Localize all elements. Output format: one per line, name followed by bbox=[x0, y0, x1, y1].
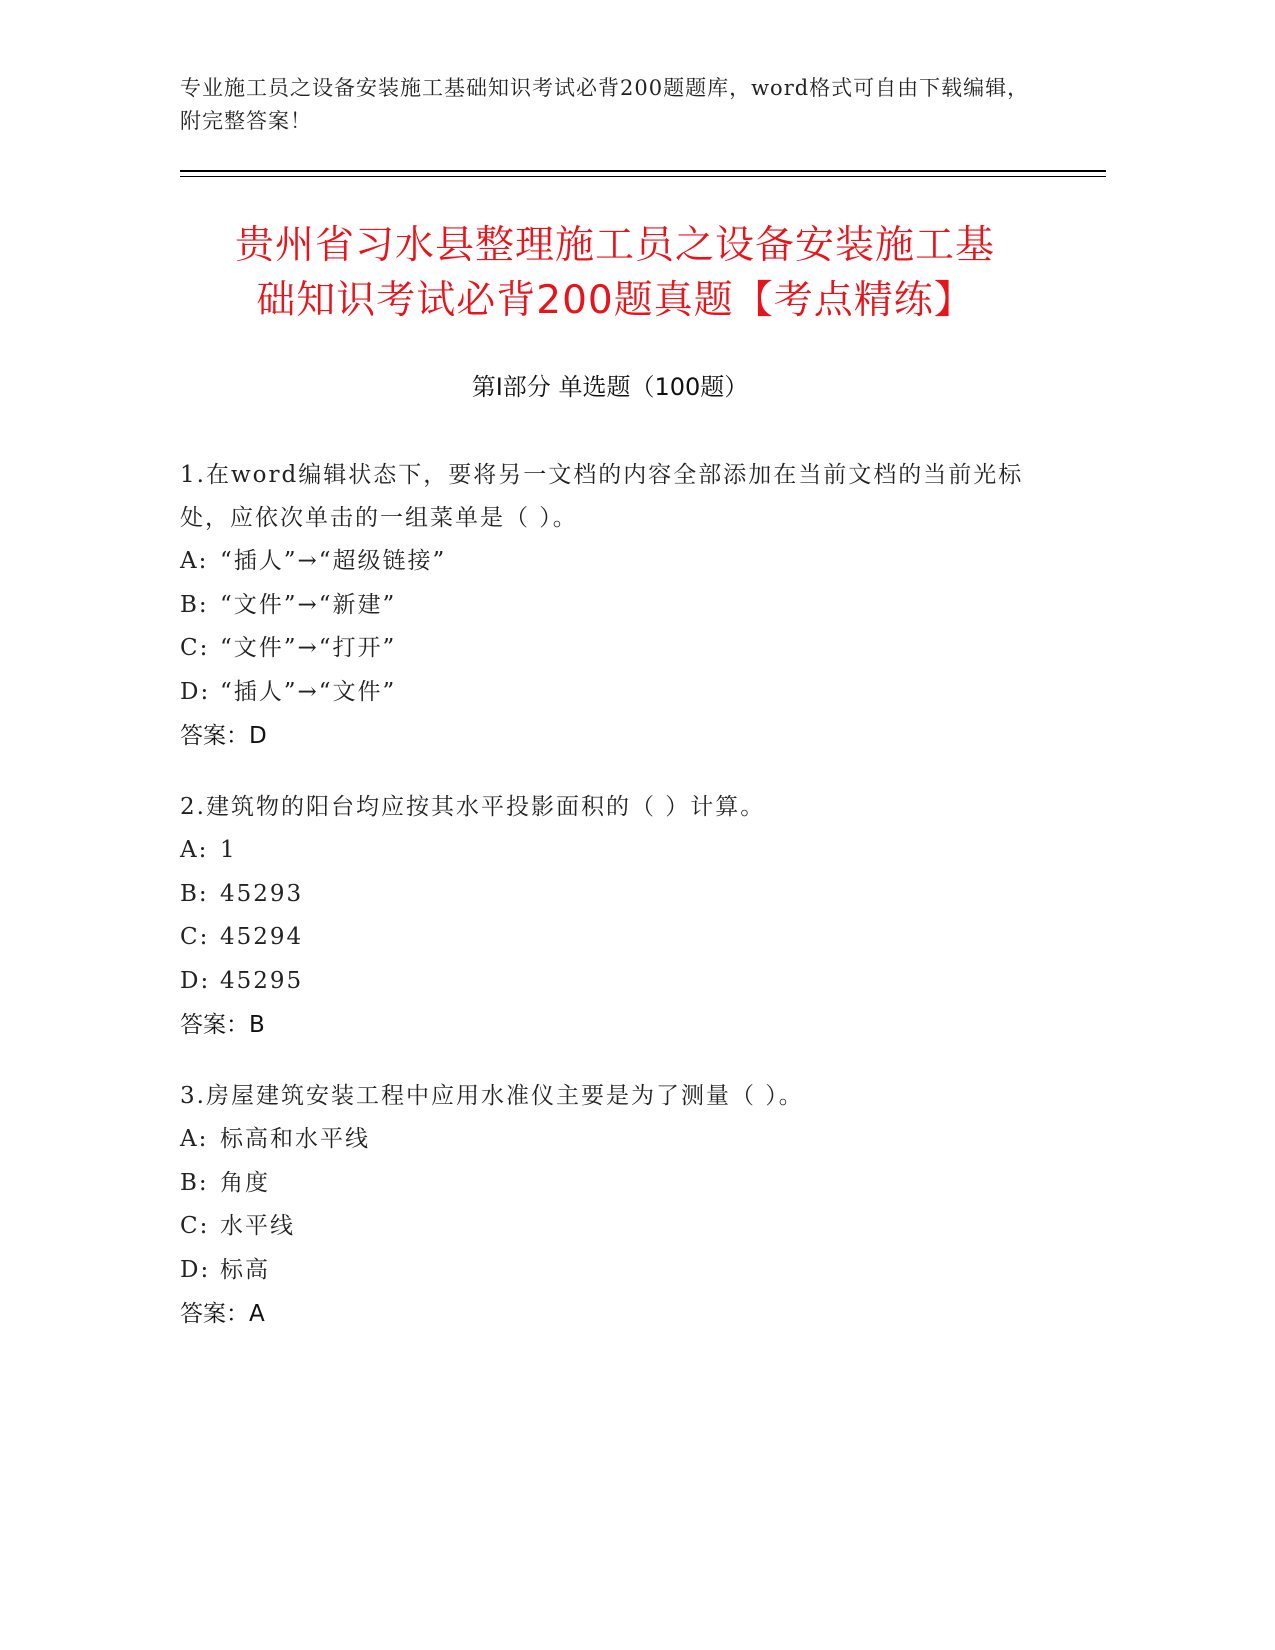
answer-line: 答案：B bbox=[180, 1012, 265, 1038]
option-b bbox=[180, 1162, 1040, 1206]
option-c bbox=[180, 627, 1040, 671]
option-text: 标高和水平线 bbox=[220, 1126, 370, 1152]
option-b bbox=[180, 873, 1040, 917]
header-divider-thick bbox=[180, 170, 1106, 172]
answer-line: 答案：A bbox=[180, 1301, 265, 1327]
option-text: “文件”→“打开” bbox=[220, 635, 397, 661]
option-text: 45294 bbox=[220, 924, 304, 950]
question-stem: 1.在word编辑状态下，要将另一文档的内容全部添加在当前文档的当前光标处，应依次单击的一组菜单是（ ）。 bbox=[180, 462, 1024, 531]
option-text: “文件”→“新建” bbox=[220, 591, 397, 618]
option-letter: D: bbox=[180, 967, 211, 994]
document-title-line-1: 贵州省习水县整理施工员之设备安装施工基 bbox=[234, 223, 995, 268]
option-letter: C: bbox=[180, 924, 210, 950]
option-letter: C: bbox=[180, 1213, 210, 1239]
question-stem: 3.房屋建筑安装工程中应用水准仪主要是为了测量（ ）。 bbox=[180, 1083, 804, 1109]
option-letter: A: bbox=[180, 1126, 209, 1152]
option-text: 45295 bbox=[220, 967, 304, 994]
option-d bbox=[180, 671, 1040, 715]
option-text: 角度 bbox=[220, 1169, 270, 1196]
question-1 bbox=[180, 454, 1040, 758]
question-list bbox=[180, 454, 1040, 1364]
header-note: 专业施工员之设备安装施工基础知识考试必背200题题库，word格式可自由下载编辑，附完整答案！ bbox=[180, 76, 1030, 133]
option-text: 标高 bbox=[220, 1256, 270, 1283]
question-stem: 2.建筑物的阳台均应按其水平投影面积的（ ）计算。 bbox=[180, 794, 766, 820]
option-c bbox=[180, 916, 1040, 960]
option-letter: D: bbox=[180, 1256, 211, 1283]
option-letter: C: bbox=[180, 635, 210, 661]
option-text: 45293 bbox=[220, 880, 304, 907]
option-letter: A: bbox=[180, 837, 209, 863]
option-text: 1 bbox=[220, 837, 237, 863]
document-title bbox=[150, 218, 1080, 328]
option-d bbox=[180, 960, 1040, 1004]
section-heading: 第Ⅰ部分 单选题（100题） bbox=[471, 373, 749, 401]
option-letter: D: bbox=[180, 678, 211, 705]
option-d bbox=[180, 1249, 1040, 1293]
question-3 bbox=[180, 1075, 1040, 1336]
option-letter: B: bbox=[180, 1169, 209, 1196]
option-a bbox=[180, 829, 1040, 873]
option-text: “插人”→“超级链接” bbox=[220, 548, 447, 574]
option-letter: B: bbox=[180, 880, 209, 907]
answer-line: 答案：D bbox=[180, 723, 267, 749]
option-b bbox=[180, 584, 1040, 628]
question-2 bbox=[180, 786, 1040, 1047]
option-text: “插人”→“文件” bbox=[220, 678, 397, 705]
option-c bbox=[180, 1205, 1040, 1249]
option-a bbox=[180, 1118, 1040, 1162]
option-letter: B: bbox=[180, 591, 209, 618]
option-letter: A: bbox=[180, 548, 209, 574]
document-title-line-2: 础知识考试必背200题真题【考点精练】 bbox=[256, 278, 974, 323]
option-text: 水平线 bbox=[220, 1213, 295, 1239]
option-a bbox=[180, 540, 1040, 584]
header-divider-thin bbox=[180, 176, 1106, 177]
